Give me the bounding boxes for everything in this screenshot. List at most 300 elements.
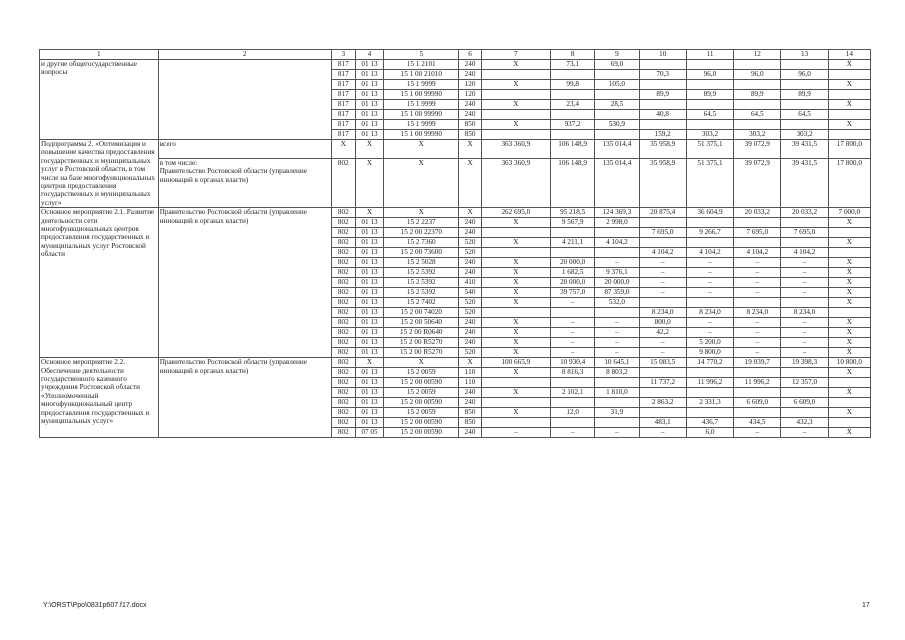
table-cell: 11 996,2 bbox=[734, 378, 781, 388]
table-cell: 240 bbox=[459, 428, 481, 438]
header-row bbox=[40, 50, 871, 60]
table-cell: – bbox=[781, 428, 828, 438]
table-cell: 15 2 00 00590 bbox=[384, 398, 459, 408]
table-cell bbox=[481, 228, 550, 238]
table-cell: X bbox=[828, 408, 870, 418]
table-cell: 802 bbox=[331, 408, 355, 418]
table-cell: 15 2 00 73600 bbox=[384, 248, 459, 258]
table-cell bbox=[781, 408, 828, 418]
table-cell bbox=[551, 70, 595, 80]
file-path: Y:\ORST\Ppo\0831p607.f17.docx bbox=[43, 602, 147, 609]
table-cell: 540 bbox=[459, 288, 481, 298]
table-cell: 15 2 5392 bbox=[384, 278, 459, 288]
column-header: 1 bbox=[40, 50, 159, 60]
column-header: 3 bbox=[331, 50, 355, 60]
table-cell: 01 13 bbox=[355, 288, 383, 298]
executor-text: Правительство Ростовской области (управление инноваций в органах власти) bbox=[159, 208, 307, 225]
table-cell: X bbox=[481, 348, 550, 358]
table-cell: 01 13 bbox=[355, 228, 383, 238]
table-cell: – bbox=[551, 348, 595, 358]
table-cell bbox=[734, 100, 781, 110]
table-cell: 15 2 7360 bbox=[384, 238, 459, 248]
table-cell bbox=[481, 90, 550, 100]
table-cell: X bbox=[828, 278, 870, 288]
table-cell: 240 bbox=[459, 110, 481, 120]
executor-text: Правительство Ростовской области (управление инноваций в органах власти) bbox=[159, 167, 307, 184]
page-number: 17 bbox=[862, 602, 870, 609]
table-cell: X bbox=[828, 328, 870, 338]
column-header: 6 bbox=[459, 50, 481, 60]
table-cell: 01 13 bbox=[355, 238, 383, 248]
table-cell: 11 737,2 bbox=[639, 378, 686, 388]
table-cell: X bbox=[481, 238, 550, 248]
table-cell: – bbox=[781, 328, 828, 338]
table-cell: X bbox=[384, 158, 459, 207]
table-cell: 817 bbox=[331, 70, 355, 80]
table-cell bbox=[686, 80, 733, 90]
table-cell: 120 bbox=[459, 90, 481, 100]
table-cell bbox=[481, 398, 550, 408]
table-cell: 8 816,3 bbox=[551, 368, 595, 378]
table-cell: 850 bbox=[459, 130, 481, 140]
table-cell: 240 bbox=[459, 318, 481, 328]
table-cell: 303,2 bbox=[686, 130, 733, 140]
table-cell: – bbox=[734, 268, 781, 278]
table-cell: 95 218,5 bbox=[551, 208, 595, 218]
table-cell: – bbox=[639, 428, 686, 438]
table-cell: 19 398,3 bbox=[781, 358, 828, 368]
table-cell bbox=[595, 228, 639, 238]
table-cell: 8 234,0 bbox=[734, 308, 781, 318]
table-cell: – bbox=[781, 258, 828, 268]
table-cell: 01 13 bbox=[355, 80, 383, 90]
table-cell: X bbox=[828, 388, 870, 398]
program-name: Основное мероприятие 2.1. Развитие деятельности сети многофункциональных центров предоставления государственных и муниципальных услуг Ростовской области bbox=[40, 208, 159, 358]
table-cell: 9 800,0 bbox=[686, 348, 733, 358]
table-cell: X bbox=[828, 268, 870, 278]
table-cell: 15 1 00 99990 bbox=[384, 130, 459, 140]
table-cell bbox=[551, 90, 595, 100]
table-cell: – bbox=[551, 328, 595, 338]
table-cell bbox=[595, 378, 639, 388]
table-cell: 8 234,0 bbox=[639, 308, 686, 318]
table-cell: X bbox=[828, 100, 870, 110]
table-cell: 01 13 bbox=[355, 298, 383, 308]
table-cell: 40,8 bbox=[639, 110, 686, 120]
table-cell: – bbox=[781, 318, 828, 328]
table-cell: 20 000,0 bbox=[551, 278, 595, 288]
table-cell: 7 695,0 bbox=[734, 228, 781, 238]
table-cell: 01 13 bbox=[355, 378, 383, 388]
table-cell: 4 104,2 bbox=[734, 248, 781, 258]
table-cell bbox=[686, 368, 733, 378]
table-cell: 436,7 bbox=[686, 418, 733, 428]
table-row bbox=[40, 140, 871, 159]
table-cell: – bbox=[781, 338, 828, 348]
table-cell: – bbox=[551, 298, 595, 308]
table-cell bbox=[595, 398, 639, 408]
table-cell bbox=[734, 388, 781, 398]
table-cell bbox=[595, 90, 639, 100]
budget-table bbox=[39, 49, 871, 438]
table-cell: 6 609,0 bbox=[734, 398, 781, 408]
table-cell bbox=[551, 248, 595, 258]
table-cell: 20 000,0 bbox=[551, 258, 595, 268]
table-cell: 802 bbox=[331, 238, 355, 248]
column-header: 5 bbox=[384, 50, 459, 60]
table-cell bbox=[686, 218, 733, 228]
table-cell: 802 bbox=[331, 278, 355, 288]
table-cell: 64,5 bbox=[781, 110, 828, 120]
table-cell: 15 1 00 99990 bbox=[384, 110, 459, 120]
table-cell: 2 998,0 bbox=[595, 218, 639, 228]
table-cell bbox=[551, 308, 595, 318]
table-cell: 96,0 bbox=[686, 70, 733, 80]
table-cell: – bbox=[686, 318, 733, 328]
table-cell bbox=[481, 130, 550, 140]
table-cell bbox=[595, 308, 639, 318]
table-cell: X bbox=[331, 140, 355, 159]
table-cell: 17 800,0 bbox=[828, 158, 870, 207]
table-cell: 817 bbox=[331, 120, 355, 130]
table-cell: X bbox=[828, 60, 870, 70]
table-cell: 15 2 5392 bbox=[384, 268, 459, 278]
table-cell: – bbox=[551, 318, 595, 328]
column-header: 9 bbox=[595, 50, 639, 60]
table-cell: 240 bbox=[459, 218, 481, 228]
table-cell: 8 234,0 bbox=[781, 308, 828, 318]
table-cell: 15 2 00 R5270 bbox=[384, 348, 459, 358]
table-cell: 135 014,4 bbox=[595, 140, 639, 159]
table-cell: 363 360,9 bbox=[481, 140, 550, 159]
column-header: 7 bbox=[481, 50, 550, 60]
table-cell: 01 13 bbox=[355, 398, 383, 408]
table-row bbox=[40, 158, 871, 207]
table-cell: 39 431,5 bbox=[781, 140, 828, 159]
table-cell bbox=[686, 60, 733, 70]
table-cell: X bbox=[828, 288, 870, 298]
table-cell bbox=[595, 248, 639, 258]
table-cell bbox=[686, 238, 733, 248]
table-cell: 35 958,9 bbox=[639, 158, 686, 207]
table-cell: 20 033,2 bbox=[734, 208, 781, 218]
table-cell: 240 bbox=[459, 268, 481, 278]
table-cell: 303,2 bbox=[734, 130, 781, 140]
table-cell: 937,2 bbox=[551, 120, 595, 130]
table-cell bbox=[734, 80, 781, 90]
table-cell bbox=[481, 110, 550, 120]
table-cell bbox=[828, 398, 870, 408]
table-cell: 87 359,0 bbox=[595, 288, 639, 298]
table-cell: 12 357,0 bbox=[781, 378, 828, 388]
total-label: всего bbox=[158, 140, 331, 159]
table-cell bbox=[828, 130, 870, 140]
table-cell: 240 bbox=[459, 338, 481, 348]
table-cell bbox=[481, 308, 550, 318]
table-cell bbox=[481, 378, 550, 388]
table-cell: – bbox=[781, 268, 828, 278]
table-cell bbox=[639, 80, 686, 90]
table-cell: 64,5 bbox=[686, 110, 733, 120]
table-cell: 01 13 bbox=[355, 248, 383, 258]
table-cell bbox=[551, 378, 595, 388]
table-cell bbox=[828, 308, 870, 318]
table-cell: 15 2 7402 bbox=[384, 298, 459, 308]
table-cell: X bbox=[481, 288, 550, 298]
table-cell: 483,1 bbox=[639, 418, 686, 428]
table-cell bbox=[781, 298, 828, 308]
table-cell bbox=[781, 388, 828, 398]
table-cell: 01 13 bbox=[355, 120, 383, 130]
table-cell: – bbox=[481, 428, 550, 438]
table-cell bbox=[686, 120, 733, 130]
table-cell: X bbox=[384, 358, 459, 368]
table-cell: X bbox=[384, 208, 459, 218]
program-name: и другие общегосударственные вопросы bbox=[40, 60, 159, 140]
table-cell: 15 2 0059 bbox=[384, 388, 459, 398]
table-cell: – bbox=[734, 348, 781, 358]
table-cell: 802 bbox=[331, 298, 355, 308]
table-cell bbox=[734, 60, 781, 70]
table-cell bbox=[734, 218, 781, 228]
table-cell: 850 bbox=[459, 408, 481, 418]
table-cell: 9 376,1 bbox=[595, 268, 639, 278]
table-cell: 96,0 bbox=[781, 70, 828, 80]
table-cell: 802 bbox=[331, 218, 355, 228]
table-cell: 12,0 bbox=[551, 408, 595, 418]
table-cell: 31,9 bbox=[595, 408, 639, 418]
table-cell: 800,0 bbox=[639, 318, 686, 328]
table-cell: 1 682,5 bbox=[551, 268, 595, 278]
table-cell bbox=[595, 130, 639, 140]
column-header: 13 bbox=[781, 50, 828, 60]
table-cell: X bbox=[828, 238, 870, 248]
table-cell: – bbox=[734, 318, 781, 328]
table-cell: X bbox=[481, 268, 550, 278]
table-cell: 15 1 00 99990 bbox=[384, 90, 459, 100]
table-cell bbox=[595, 418, 639, 428]
column-header: 11 bbox=[686, 50, 733, 60]
program-name: Подпрограмма 2. «Оптимизация и повышение качества предоставления государственных и муниципальных услуг в Ростовской области, в том числе на базе многофункциональных центров предоставления государственных и муниципальных услуг» bbox=[40, 140, 159, 208]
table-cell: 15 2 5392 bbox=[384, 288, 459, 298]
table-cell: 363 360,9 bbox=[481, 158, 550, 207]
table-cell: 1 810,0 bbox=[595, 388, 639, 398]
table-cell bbox=[686, 298, 733, 308]
table-cell: X bbox=[384, 140, 459, 159]
table-cell: 7 695,0 bbox=[781, 228, 828, 238]
table-cell: 01 13 bbox=[355, 100, 383, 110]
table-cell: 7 000,0 bbox=[828, 208, 870, 218]
table-cell: 4 104,2 bbox=[781, 248, 828, 258]
table-cell: – bbox=[686, 328, 733, 338]
table-cell: 802 bbox=[331, 248, 355, 258]
table-cell: 01 13 bbox=[355, 308, 383, 318]
table-cell: 15 2 00 R0640 bbox=[384, 328, 459, 338]
table-cell: – bbox=[639, 288, 686, 298]
table-row bbox=[40, 208, 871, 218]
table-cell: 4 104,2 bbox=[686, 248, 733, 258]
table-cell: 124 369,3 bbox=[595, 208, 639, 218]
table-cell bbox=[639, 60, 686, 70]
table-cell: 15 2 00 50640 bbox=[384, 318, 459, 328]
table-cell: 15 2 0059 bbox=[384, 408, 459, 418]
table-cell: 15 2 0059 bbox=[384, 368, 459, 378]
table-cell: X bbox=[828, 338, 870, 348]
executor-name bbox=[158, 358, 331, 438]
table-cell: X bbox=[481, 298, 550, 308]
table-cell: 07 05 bbox=[355, 428, 383, 438]
table-cell: X bbox=[828, 318, 870, 328]
table-cell bbox=[781, 100, 828, 110]
table-cell bbox=[734, 120, 781, 130]
table-cell: 802 bbox=[331, 208, 355, 218]
table-cell: 15 1 9999 bbox=[384, 100, 459, 110]
table-cell: 01 13 bbox=[355, 418, 383, 428]
table-cell: 520 bbox=[459, 348, 481, 358]
table-cell: 240 bbox=[459, 70, 481, 80]
table-cell: 802 bbox=[331, 418, 355, 428]
table-cell: 240 bbox=[459, 328, 481, 338]
table-cell: 434,5 bbox=[734, 418, 781, 428]
table-cell: 15 2 00 74020 bbox=[384, 308, 459, 318]
table-cell: 817 bbox=[331, 110, 355, 120]
table-cell bbox=[481, 418, 550, 428]
table-cell: – bbox=[734, 288, 781, 298]
table-cell: 23,4 bbox=[551, 100, 595, 110]
table-cell: 432,3 bbox=[781, 418, 828, 428]
table-cell: 110 bbox=[459, 378, 481, 388]
program-name: Основное мероприятие 2.2. Обеспечение деятельности государственного казенного учреждения Ростовской области «Уполномоченный многофункциональный центр предоставления государственных и муниципальных услуг» bbox=[40, 358, 159, 438]
column-header: 4 bbox=[355, 50, 383, 60]
table-cell: 802 bbox=[331, 328, 355, 338]
table-cell: – bbox=[639, 268, 686, 278]
table-cell: X bbox=[481, 338, 550, 348]
table-cell: 9 567,9 bbox=[551, 218, 595, 228]
table-cell: 2 863,2 bbox=[639, 398, 686, 408]
table-cell bbox=[781, 218, 828, 228]
table-cell: 15 1 9999 bbox=[384, 80, 459, 90]
table-cell bbox=[639, 408, 686, 418]
table-cell: 9 266,7 bbox=[686, 228, 733, 238]
table-cell: 96,0 bbox=[734, 70, 781, 80]
table-cell bbox=[481, 248, 550, 258]
table-cell bbox=[828, 248, 870, 258]
table-cell: 01 13 bbox=[355, 130, 383, 140]
executor-text: Правительство Ростовской области (управление инноваций в органах власти) bbox=[159, 358, 307, 375]
table-cell: X bbox=[355, 158, 383, 207]
table-cell bbox=[639, 218, 686, 228]
table-cell: X bbox=[828, 348, 870, 358]
column-header: 10 bbox=[639, 50, 686, 60]
table-cell: 01 13 bbox=[355, 408, 383, 418]
table-cell: – bbox=[686, 278, 733, 288]
table-cell: 35 958,9 bbox=[639, 140, 686, 159]
table-cell: X bbox=[828, 218, 870, 228]
table-cell: 01 13 bbox=[355, 90, 383, 100]
table-cell: 817 bbox=[331, 90, 355, 100]
table-cell bbox=[551, 228, 595, 238]
table-cell: – bbox=[781, 278, 828, 288]
table-cell: 240 bbox=[459, 398, 481, 408]
column-header: 8 bbox=[551, 50, 595, 60]
table-cell: X bbox=[828, 120, 870, 130]
table-cell: – bbox=[595, 318, 639, 328]
table-cell: 14 770,2 bbox=[686, 358, 733, 368]
table-cell: – bbox=[734, 328, 781, 338]
table-cell: 10 930,4 bbox=[551, 358, 595, 368]
table-cell: 5 200,0 bbox=[686, 338, 733, 348]
table-cell: 8 803,2 bbox=[595, 368, 639, 378]
table-cell: 01 13 bbox=[355, 388, 383, 398]
table-cell bbox=[686, 100, 733, 110]
table-cell: 70,3 bbox=[639, 70, 686, 80]
table-cell: 15 1 2101 bbox=[384, 60, 459, 70]
table-cell: 303,2 bbox=[781, 130, 828, 140]
table-cell: – bbox=[686, 268, 733, 278]
table-cell: – bbox=[686, 258, 733, 268]
table-cell bbox=[781, 368, 828, 378]
table-cell: 159,2 bbox=[639, 130, 686, 140]
table-cell: 19 039,7 bbox=[734, 358, 781, 368]
table-cell: 240 bbox=[459, 388, 481, 398]
table-cell: – bbox=[551, 428, 595, 438]
table-cell: 4 211,1 bbox=[551, 238, 595, 248]
table-cell: 6,0 bbox=[686, 428, 733, 438]
table-cell bbox=[481, 70, 550, 80]
table-cell: 10 645,1 bbox=[595, 358, 639, 368]
table-cell: 802 bbox=[331, 258, 355, 268]
table-cell: X bbox=[481, 258, 550, 268]
table-cell: 39 072,9 bbox=[734, 140, 781, 159]
executor-name bbox=[158, 208, 331, 358]
executor-name bbox=[158, 60, 331, 140]
table-cell: 28,5 bbox=[595, 100, 639, 110]
table-cell bbox=[639, 100, 686, 110]
table-cell: 817 bbox=[331, 80, 355, 90]
table-cell bbox=[828, 418, 870, 428]
table-cell bbox=[551, 418, 595, 428]
table-cell: 802 bbox=[331, 308, 355, 318]
table-cell: 520 bbox=[459, 248, 481, 258]
table-cell: 106 148,9 bbox=[551, 140, 595, 159]
table-cell: 11 996,2 bbox=[686, 378, 733, 388]
table-cell: X bbox=[481, 60, 550, 70]
table-cell: X bbox=[481, 120, 550, 130]
table-cell: X bbox=[355, 358, 383, 368]
table-cell: 15 2 00 R5270 bbox=[384, 338, 459, 348]
table-cell: 802 bbox=[331, 378, 355, 388]
table-cell: 64,5 bbox=[734, 110, 781, 120]
table-cell: X bbox=[459, 208, 481, 218]
column-header: 2 bbox=[158, 50, 331, 60]
table-cell: 20 000,0 bbox=[595, 278, 639, 288]
table-cell: 01 13 bbox=[355, 60, 383, 70]
table-cell bbox=[828, 110, 870, 120]
table-cell: X bbox=[355, 208, 383, 218]
table-cell: 817 bbox=[331, 100, 355, 110]
table-cell: – bbox=[551, 338, 595, 348]
table-cell: 135 014,4 bbox=[595, 158, 639, 207]
table-cell: 01 13 bbox=[355, 338, 383, 348]
table-cell: 69,0 bbox=[595, 60, 639, 70]
table-cell: 802 bbox=[331, 228, 355, 238]
table-cell: 15 1 00 21010 bbox=[384, 70, 459, 80]
table-cell: 10 800,0 bbox=[828, 358, 870, 368]
table-cell bbox=[781, 80, 828, 90]
table-cell: 106 148,9 bbox=[551, 158, 595, 207]
table-cell: – bbox=[734, 338, 781, 348]
table-cell: 15 2 00 00590 bbox=[384, 418, 459, 428]
